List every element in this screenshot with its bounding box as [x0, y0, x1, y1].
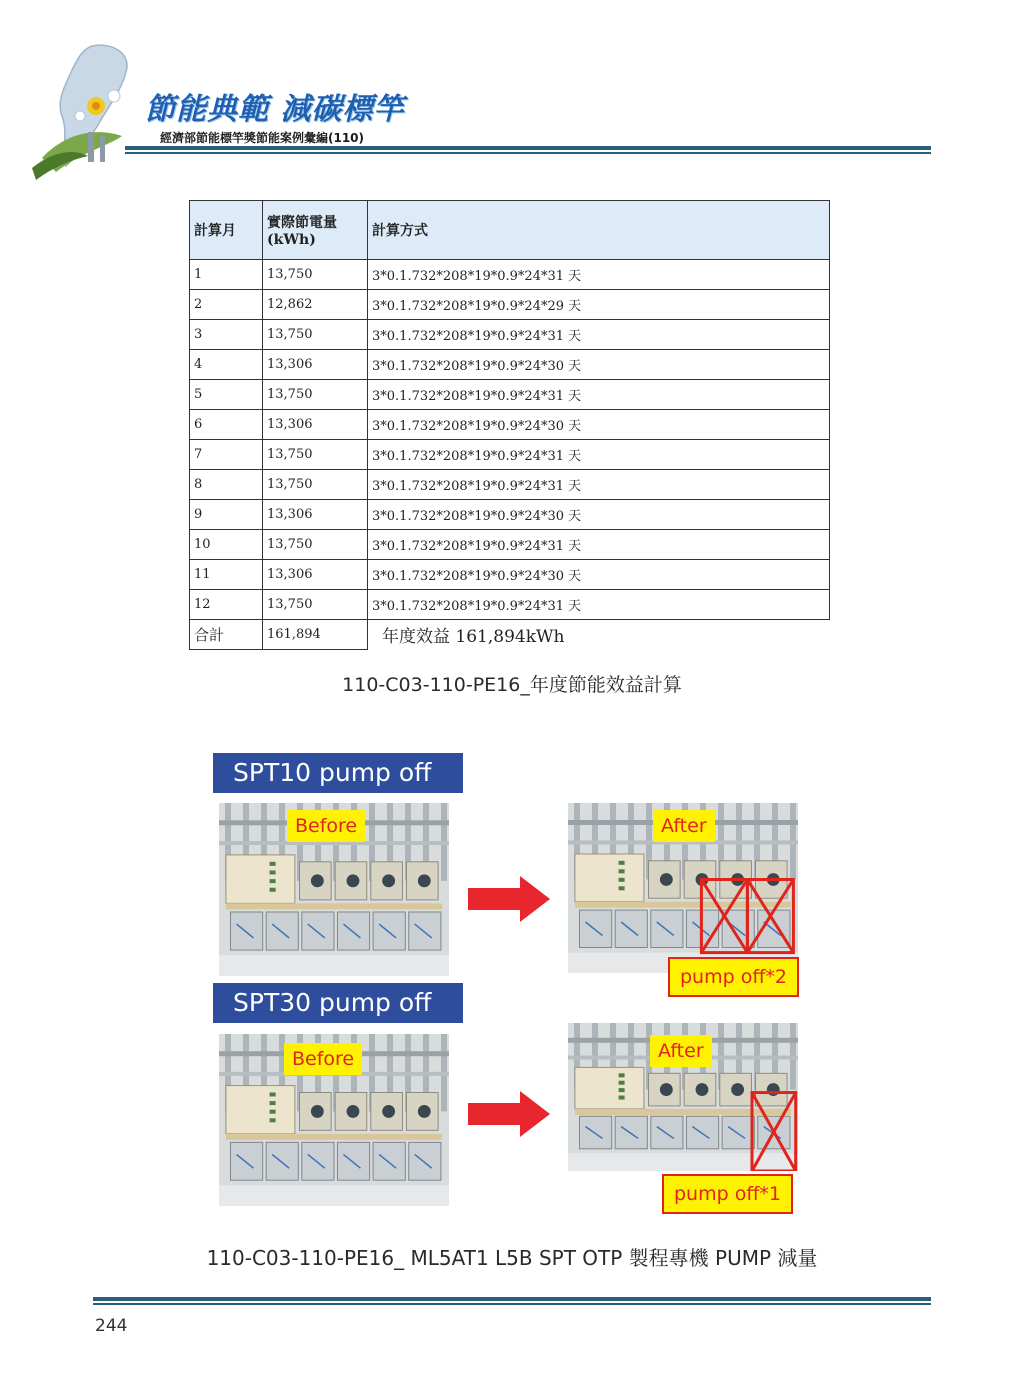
right-arrow-icon — [468, 1091, 550, 1137]
table-total-row — [190, 620, 830, 650]
month-cell: 4 — [190, 350, 263, 380]
month-cell: 11 — [190, 560, 263, 590]
header-saving — [263, 201, 368, 260]
month-cell: 2 — [190, 290, 263, 320]
spt10-after-label: After — [653, 810, 715, 842]
saving-cell: 13,750 — [263, 260, 368, 290]
saving-cell: 13,306 — [263, 560, 368, 590]
month-cell: 8 — [190, 470, 263, 500]
table-row — [190, 470, 830, 500]
month-cell: 7 — [190, 440, 263, 470]
method-cell: 3*0.1.732*208*19*0.9*24*31 天 — [368, 320, 830, 350]
month-cell: 6 — [190, 410, 263, 440]
method-cell: 3*0.1.732*208*19*0.9*24*31 天 — [368, 590, 830, 620]
table-row — [190, 380, 830, 410]
month-cell: 9 — [190, 500, 263, 530]
spt30-after-label: After — [650, 1035, 712, 1067]
table-row — [190, 440, 830, 470]
method-cell: 3*0.1.732*208*19*0.9*24*30 天 — [368, 500, 830, 530]
header-title: 節能典範 減碳標竿 — [145, 92, 405, 127]
table-row — [190, 320, 830, 350]
right-arrow-icon — [468, 876, 550, 922]
method-cell: 3*0.1.732*208*19*0.9*24*31 天 — [368, 440, 830, 470]
spt10-before-label: Before — [287, 810, 365, 842]
header-saving-label: 實際節電量(kWh) — [267, 215, 337, 248]
table-row — [190, 500, 830, 530]
spt30-before-label: Before — [284, 1043, 362, 1075]
header-month: 計算月 — [190, 201, 263, 260]
taiwan-leaf-logo-icon — [22, 40, 152, 180]
month-cell: 10 — [190, 530, 263, 560]
table-row — [190, 560, 830, 590]
month-cell: 3 — [190, 320, 263, 350]
total-value: 161,894 — [263, 620, 368, 650]
method-cell: 3*0.1.732*208*19*0.9*24*31 天 — [368, 530, 830, 560]
table-header-row — [190, 201, 830, 260]
saving-cell: 13,306 — [263, 500, 368, 530]
table-row — [190, 260, 830, 290]
saving-cell: 13,750 — [263, 590, 368, 620]
saving-cell: 13,750 — [263, 470, 368, 500]
method-cell: 3*0.1.732*208*19*0.9*24*30 天 — [368, 560, 830, 590]
table-row — [190, 410, 830, 440]
table-row — [190, 590, 830, 620]
method-cell: 3*0.1.732*208*19*0.9*24*30 天 — [368, 350, 830, 380]
saving-cell: 12,862 — [263, 290, 368, 320]
page-number: 244 — [95, 1316, 128, 1336]
saving-cell: 13,750 — [263, 380, 368, 410]
method-cell: 3*0.1.732*208*19*0.9*24*31 天 — [368, 380, 830, 410]
total-label: 合計 — [190, 620, 263, 650]
spt30-pump-off-label: pump off*1 — [662, 1174, 793, 1214]
month-cell: 5 — [190, 380, 263, 410]
saving-cell: 13,306 — [263, 410, 368, 440]
table-row — [190, 530, 830, 560]
table-caption: 110-C03-110-PE16_年度節能效益計算 — [342, 674, 682, 696]
method-cell: 3*0.1.732*208*19*0.9*24*31 天 — [368, 470, 830, 500]
saving-cell: 13,306 — [263, 350, 368, 380]
footer-rule-thick — [93, 1297, 931, 1301]
spt10-pump-off-label: pump off*2 — [668, 957, 799, 997]
table-row — [190, 290, 830, 320]
annual-benefit: 年度效益 161,894kWh — [368, 620, 830, 650]
footer-rule-thin — [93, 1303, 931, 1305]
method-cell: 3*0.1.732*208*19*0.9*24*31 天 — [368, 260, 830, 290]
month-cell: 1 — [190, 260, 263, 290]
saving-cell: 13,750 — [263, 530, 368, 560]
spt30-banner: SPT30 pump off — [213, 983, 463, 1023]
method-cell: 3*0.1.732*208*19*0.9*24*30 天 — [368, 410, 830, 440]
header-method: 計算方式 — [368, 201, 830, 260]
month-cell: 12 — [190, 590, 263, 620]
header-rule-thick — [125, 146, 931, 150]
table-row — [190, 350, 830, 380]
saving-cell: 13,750 — [263, 440, 368, 470]
figure-caption: 110-C03-110-PE16_ ML5AT1 L5B SPT OTP 製程專機 PUMP 減量 — [206, 1246, 818, 1270]
method-cell: 3*0.1.732*208*19*0.9*24*29 天 — [368, 290, 830, 320]
saving-cell: 13,750 — [263, 320, 368, 350]
header-subtitle: 經濟部節能標竿獎節能案例彙編(110) — [160, 131, 365, 145]
header-rule-thin — [125, 152, 931, 154]
energy-savings-table — [189, 200, 830, 650]
spt10-banner: SPT10 pump off — [213, 753, 463, 793]
